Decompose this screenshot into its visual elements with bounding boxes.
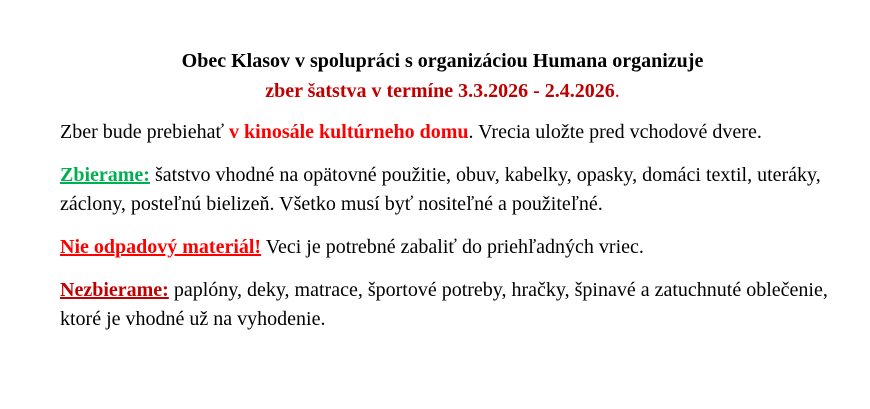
accepted-paragraph <box>60 161 835 219</box>
not-waste-text: Veci je potrebné zabaliť do priehľadných vriec. <box>261 236 644 258</box>
collection-dates: zber šatstva v termíne 3.3.2026 - 2.4.2026 <box>265 80 615 102</box>
not-accepted-label: Nezbierame: <box>60 279 169 301</box>
accepted-text: šatstvo vhodné na opätovné použitie, obuv, kabelky, opasky, domáci textil, uteráky, záclony, posteľnú bielizeň. Všetko musí byť nositeľné a použiteľné. <box>60 164 821 215</box>
not-accepted-text: paplóny, deky, matrace, športové potreby, hračky, špinavé a zatuchnuté oblečenie, ktoré je vhodné už na vyhodenie. <box>60 279 828 330</box>
not-accepted-paragraph <box>60 276 835 334</box>
location-text: Zber bude prebiehať <box>60 121 230 143</box>
not-waste-label: Nie odpadový materiál! <box>60 236 262 258</box>
header-period: . <box>614 80 620 102</box>
header-line-1: Obec Klasov v spolupráci s organizáciou Humana organizuje <box>181 50 704 72</box>
header-line-2 <box>50 76 835 106</box>
location-text-end: . Vrecia uložte pred vchodové dvere. <box>468 121 762 143</box>
not-waste-paragraph <box>60 233 835 262</box>
notice-document <box>60 46 835 334</box>
accepted-label: Zbierame: <box>60 164 150 186</box>
location-paragraph <box>60 118 835 147</box>
notice-header <box>50 46 835 106</box>
location-highlight: v kinosále kultúrneho domu <box>229 121 469 143</box>
